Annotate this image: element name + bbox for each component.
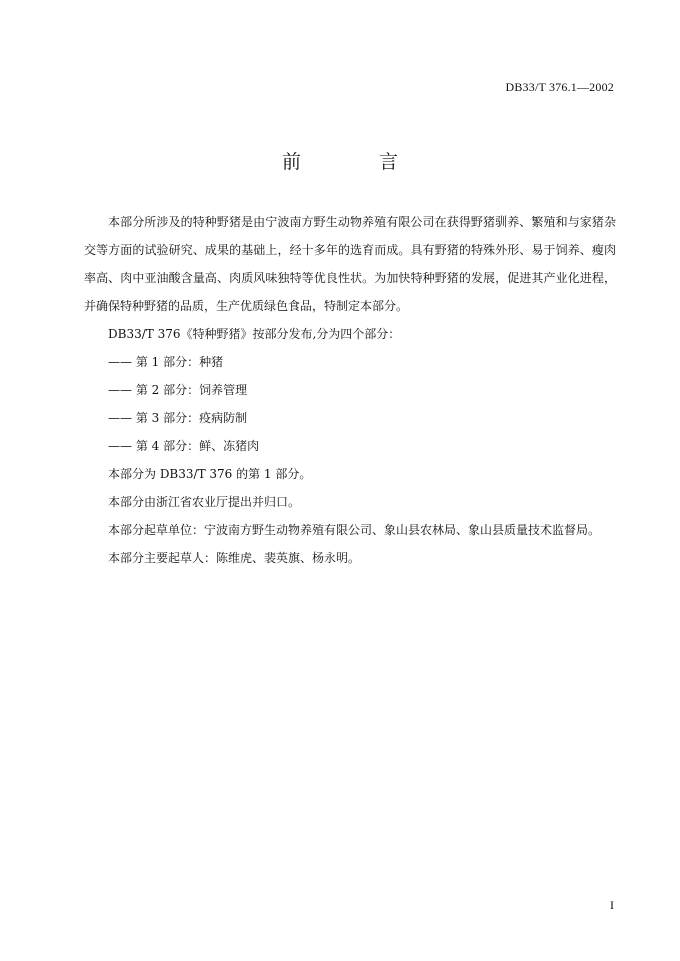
drafting-units: 本部分起草单位：宁波南方野生动物养殖有限公司、象山县农林局、象山县质量技术监督局。 [108, 523, 601, 537]
foreword-body [84, 208, 616, 572]
drafters: 本部分主要起草人：陈维虎、裴英旗、杨永明。 [108, 551, 361, 565]
page-number: I [610, 898, 614, 912]
document-code: DB33/T 376.1—2002 [505, 80, 614, 94]
page-title: 前 言 [281, 151, 435, 173]
part-statement: 本部分为 DB33/T 376 的第 1 部分。 [108, 467, 312, 481]
intro-paragraph: 本部分所涉及的特种野猪是由宁波南方野生动物养殖有限公司在获得野猪驯养、繁殖和与家猪杂交等方面的试验研究、成果的基础上，经十多年的选育而成。具有野猪的特殊外形、易于饲养、瘦肉率高、肉中亚油酸含量高、肉质风味独特等优良性状。为加快特种野猪的发展，促进其产业化进程，并确保特种野猪的品质，生产优质绿色食品，特制定本部分。 [84, 215, 616, 313]
part-list-item-4: —— 第 4 部分：鲜、冻猪肉 [108, 439, 260, 453]
proposer-statement: 本部分由浙江省农业厅提出并归口。 [108, 495, 301, 509]
publication-note: DB33/T 376《特种野猪》按部分发布,分为四个部分： [108, 327, 401, 341]
part-list-item-2: —— 第 2 部分：饲养管理 [108, 383, 248, 397]
part-list-item-1: —— 第 1 部分：种猪 [108, 355, 224, 369]
part-list-item-3: —— 第 3 部分：疫病防制 [108, 411, 248, 425]
